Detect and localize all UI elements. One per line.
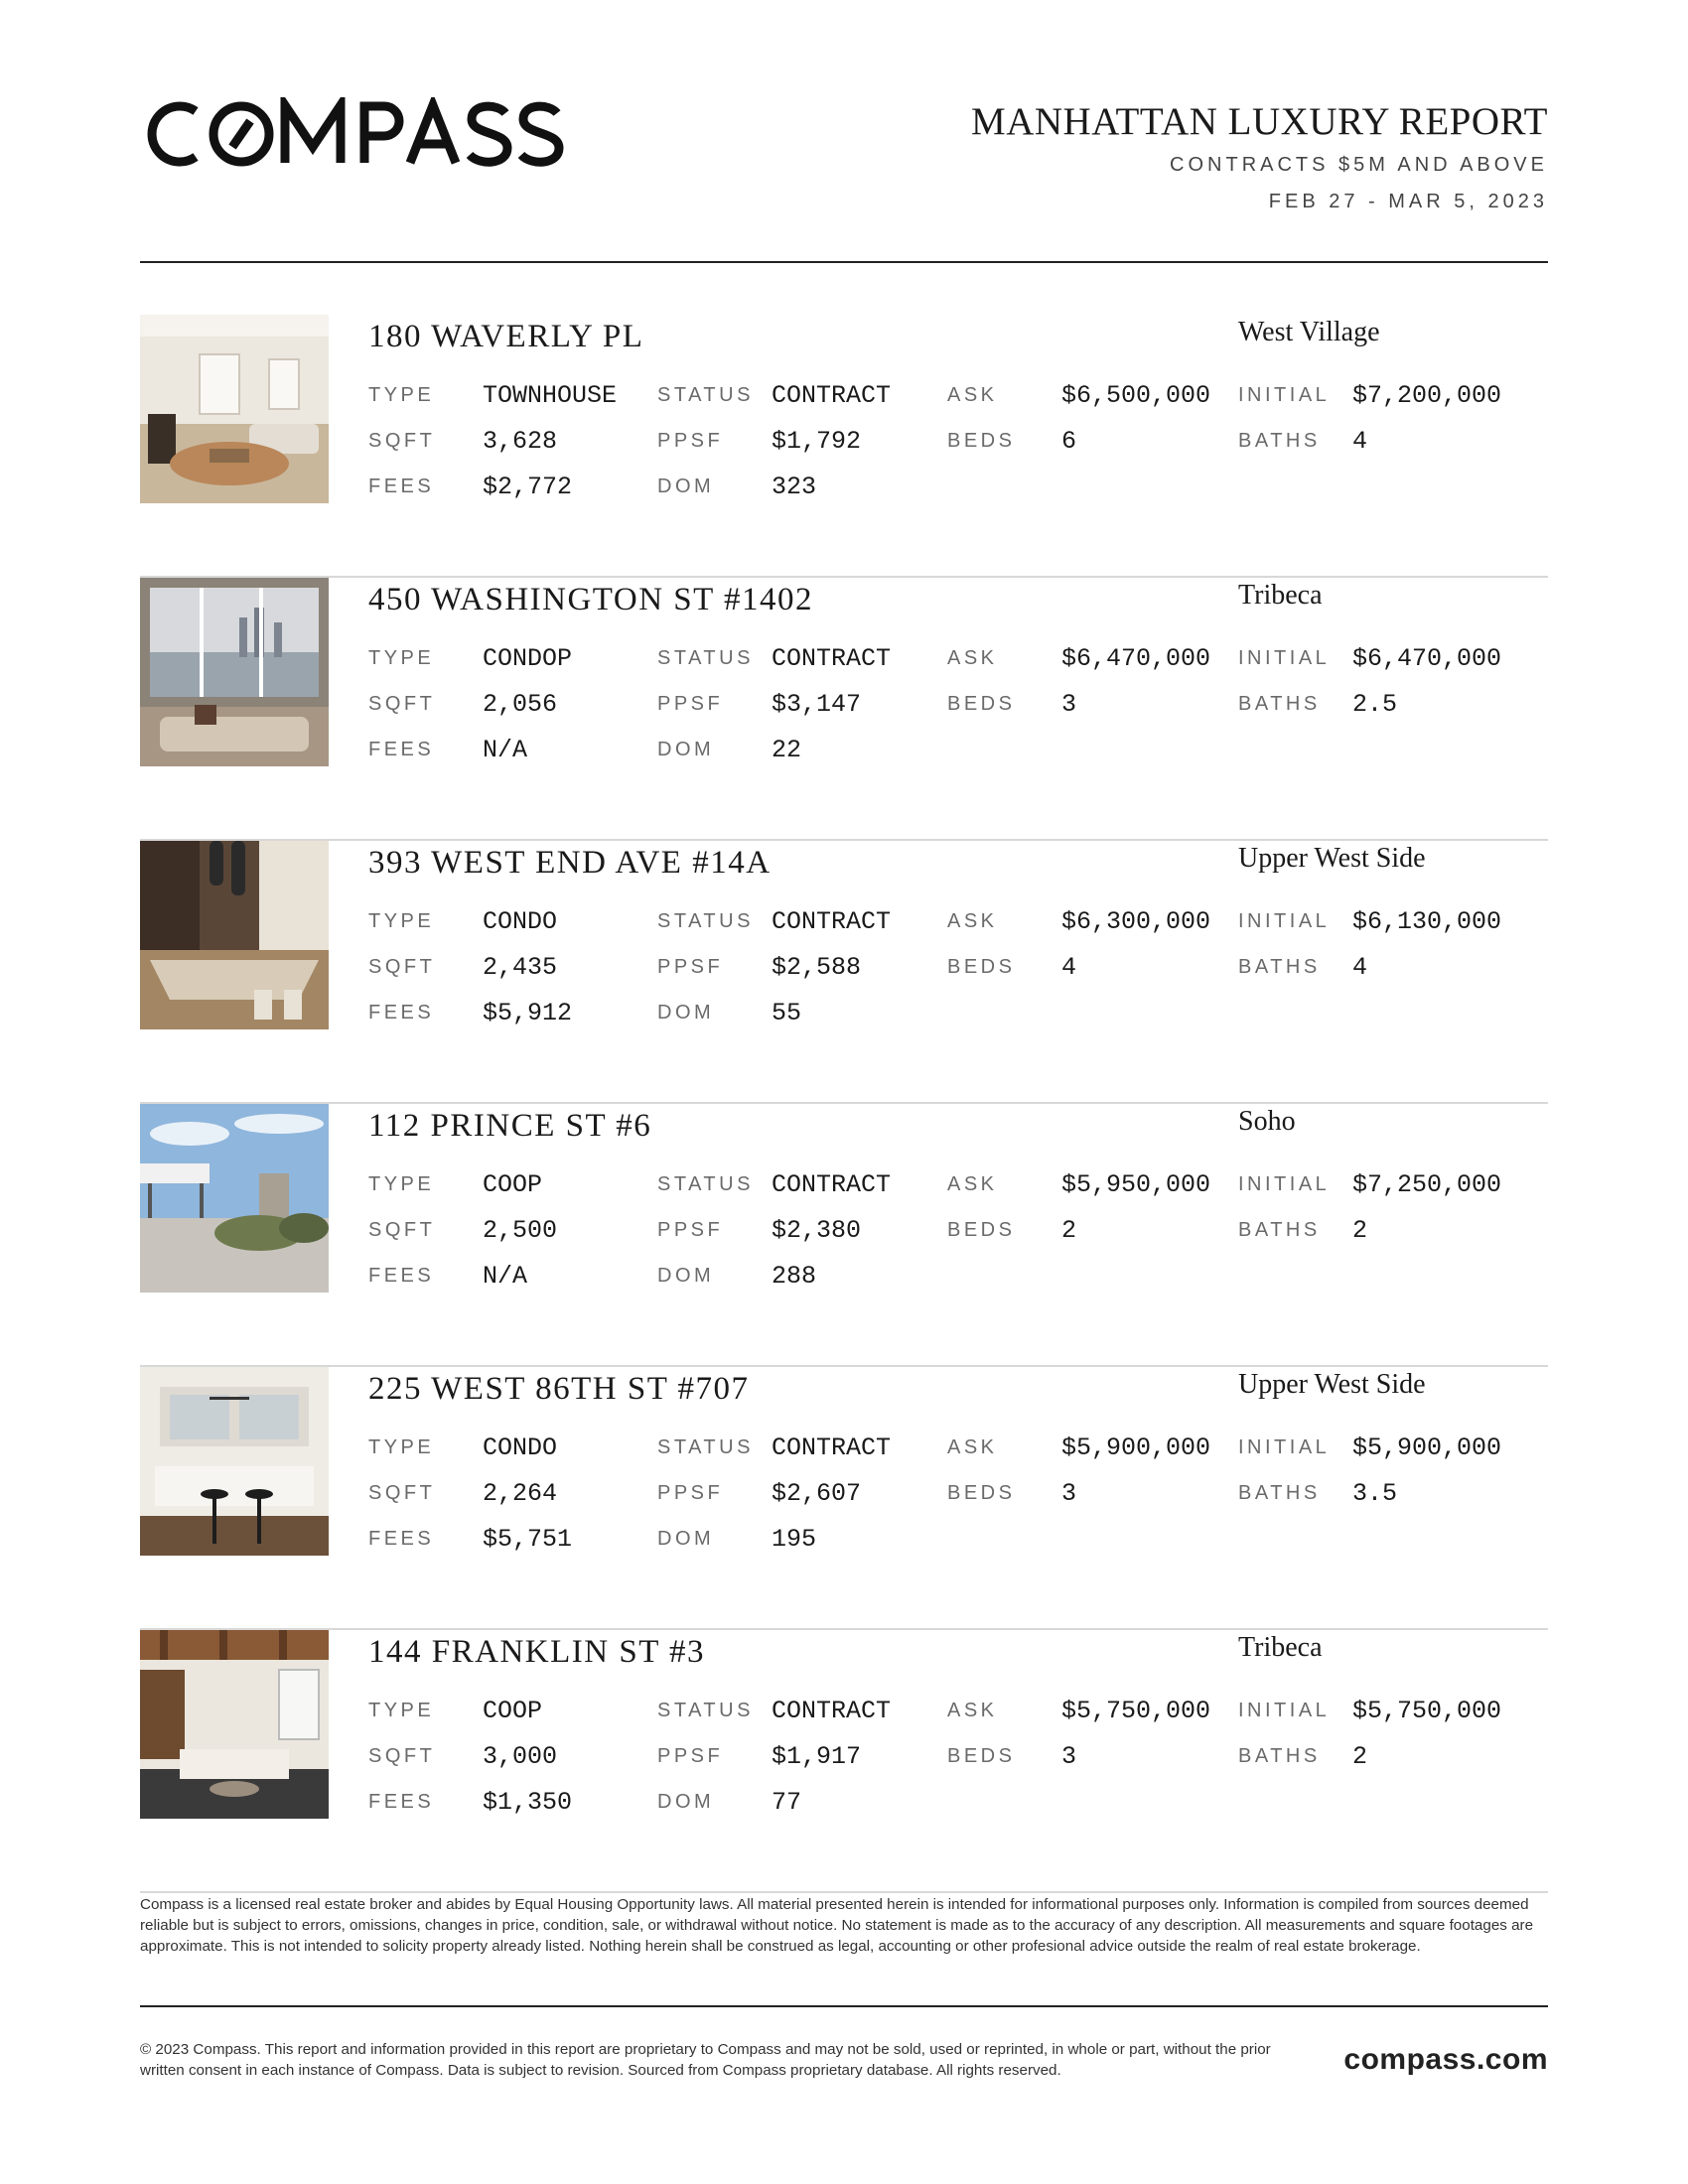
ppsf-label: PPSF (657, 1482, 724, 1504)
legal-disclaimer: Compass is a licensed real estate broker and abides by Equal Housing Opportunity laws. All material presented herein is intended for informational purposes only. Information is compiled from sources deemed reliable but is subject to errors, omissions, changes in price, condition, sale, or withdrawal without notice. No statement is made as to the accuracy of any description. All measurements and square footages are approximate. This is not intended to solicity property already listed. Nothing herein shall be construed as legal, accounting or other profesional advice outside the realm of real estate brokerage. (140, 1896, 1534, 1955)
type-value: CONDOP (483, 644, 573, 673)
fees-label: FEES (368, 739, 435, 760)
beds-label: BEDS (947, 693, 1016, 715)
kitchen-island-photo (140, 841, 329, 1029)
listing-neighborhood: Tribeca (1238, 1632, 1323, 1663)
fees-label: FEES (368, 1002, 435, 1024)
type-value: COOP (483, 1697, 543, 1725)
sqft-label: SQFT (368, 693, 436, 715)
baths-label: BATHS (1238, 956, 1321, 978)
status-value: CONTRACT (772, 1433, 892, 1462)
type-value: CONDO (483, 907, 558, 936)
ask-label: ASK (947, 1436, 998, 1458)
dom-label: DOM (657, 1791, 715, 1813)
dom-label: DOM (657, 1002, 715, 1024)
website-link[interactable]: compass.com (1343, 2043, 1548, 2076)
type-label: TYPE (368, 910, 435, 932)
ppsf-value: $1,917 (772, 1742, 862, 1771)
type-value: COOP (483, 1170, 543, 1199)
baths-label: BATHS (1238, 1219, 1321, 1241)
beds-value: 6 (1061, 427, 1077, 456)
listing-address: 225 WEST 86TH ST #707 (368, 1371, 750, 1407)
white-kitchen-photo (140, 1367, 329, 1556)
ppsf-value: $2,380 (772, 1216, 862, 1245)
fees-label: FEES (368, 1265, 435, 1287)
roof-terrace-photo (140, 1104, 329, 1293)
ppsf-value: $1,792 (772, 427, 862, 456)
header-divider (140, 261, 1548, 263)
initial-label: INITIAL (1238, 1173, 1331, 1195)
ask-label: ASK (947, 1700, 998, 1721)
beds-value: 3 (1061, 1742, 1077, 1771)
listing-neighborhood: Tribeca (1238, 580, 1323, 611)
ask-value: $6,470,000 (1061, 644, 1211, 673)
initial-label: INITIAL (1238, 1436, 1331, 1458)
type-label: TYPE (368, 1173, 435, 1195)
type-label: TYPE (368, 1700, 435, 1721)
initial-value: $6,130,000 (1352, 907, 1502, 936)
ppsf-label: PPSF (657, 1219, 724, 1241)
ppsf-label: PPSF (657, 956, 724, 978)
listing-neighborhood: Upper West Side (1238, 843, 1426, 874)
ppsf-label: PPSF (657, 693, 724, 715)
status-label: STATUS (657, 647, 754, 669)
baths-value: 2 (1352, 1216, 1368, 1245)
initial-value: $7,200,000 (1352, 381, 1502, 410)
sqft-label: SQFT (368, 1482, 436, 1504)
dom-value: 288 (772, 1262, 817, 1291)
sqft-value: 3,000 (483, 1742, 558, 1771)
ask-value: $6,300,000 (1061, 907, 1211, 936)
initial-value: $6,470,000 (1352, 644, 1502, 673)
fees-label: FEES (368, 1791, 435, 1813)
type-label: TYPE (368, 647, 435, 669)
type-label: TYPE (368, 384, 435, 406)
sqft-label: SQFT (368, 1219, 436, 1241)
dom-label: DOM (657, 739, 715, 760)
fees-value: $1,350 (483, 1788, 573, 1817)
copyright-notice: © 2023 Compass. This report and information provided in this report are proprietary to Compass and may not be sold, used or reprinted, in whole or part, without the prior written consent in each instance of Compass. Data is subject to revision. Sourced from Compass proprietary database. All rights reserved. (140, 2041, 1271, 2079)
fees-value: N/A (483, 736, 528, 764)
type-value: CONDO (483, 1433, 558, 1462)
status-label: STATUS (657, 1700, 754, 1721)
type-label: TYPE (368, 1436, 435, 1458)
river-view-photo (140, 578, 329, 766)
ask-value: $6,500,000 (1061, 381, 1211, 410)
sqft-label: SQFT (368, 1745, 436, 1767)
dom-label: DOM (657, 1528, 715, 1550)
listing-item (140, 1630, 1548, 1893)
baths-value: 4 (1352, 953, 1368, 982)
listing-neighborhood: Soho (1238, 1106, 1296, 1137)
sqft-value: 2,500 (483, 1216, 558, 1245)
listing-item (140, 841, 1548, 1104)
beds-value: 3 (1061, 690, 1077, 719)
baths-label: BATHS (1238, 1482, 1321, 1504)
report-title: MANHATTAN LUXURY REPORT (971, 100, 1548, 143)
listing-item (140, 1104, 1548, 1367)
living-room-photo (140, 315, 329, 503)
ask-label: ASK (947, 384, 998, 406)
ppsf-label: PPSF (657, 430, 724, 452)
fees-value: N/A (483, 1262, 528, 1291)
listing-neighborhood: Upper West Side (1238, 1369, 1426, 1400)
dom-label: DOM (657, 1265, 715, 1287)
report-date-range: FEB 27 - MAR 5, 2023 (1268, 191, 1548, 212)
compass-logo (140, 97, 567, 171)
type-value: TOWNHOUSE (483, 381, 618, 410)
listing-address: 112 PRINCE ST #6 (368, 1108, 652, 1144)
baths-value: 3.5 (1352, 1479, 1398, 1508)
sqft-label: SQFT (368, 430, 436, 452)
status-label: STATUS (657, 384, 754, 406)
ask-value: $5,900,000 (1061, 1433, 1211, 1462)
listing-item (140, 578, 1548, 841)
status-value: CONTRACT (772, 1170, 892, 1199)
beds-label: BEDS (947, 1482, 1016, 1504)
listing-divider (140, 1891, 1548, 1893)
ppsf-label: PPSF (657, 1745, 724, 1767)
footer-divider (140, 2005, 1548, 2007)
beds-label: BEDS (947, 1745, 1016, 1767)
report-subtitle: CONTRACTS $5M AND ABOVE (1170, 154, 1548, 176)
listing-item (140, 1367, 1548, 1630)
dom-value: 22 (772, 736, 802, 764)
sqft-value: 2,264 (483, 1479, 558, 1508)
beds-value: 4 (1061, 953, 1077, 982)
fees-value: $5,912 (483, 999, 573, 1027)
listing-item (140, 315, 1548, 578)
dom-value: 195 (772, 1525, 817, 1554)
fees-label: FEES (368, 1528, 435, 1550)
status-value: CONTRACT (772, 1697, 892, 1725)
baths-value: 2 (1352, 1742, 1368, 1771)
sqft-value: 3,628 (483, 427, 558, 456)
beds-label: BEDS (947, 1219, 1016, 1241)
initial-value: $5,750,000 (1352, 1697, 1502, 1725)
baths-label: BATHS (1238, 693, 1321, 715)
fees-label: FEES (368, 476, 435, 497)
listing-address: 144 FRANKLIN ST #3 (368, 1634, 706, 1670)
dom-value: 323 (772, 473, 817, 501)
status-value: CONTRACT (772, 644, 892, 673)
initial-label: INITIAL (1238, 910, 1331, 932)
sqft-value: 2,056 (483, 690, 558, 719)
status-value: CONTRACT (772, 907, 892, 936)
listing-address: 393 WEST END AVE #14A (368, 845, 772, 881)
baths-label: BATHS (1238, 1745, 1321, 1767)
status-label: STATUS (657, 1436, 754, 1458)
loft-living-photo (140, 1630, 329, 1819)
baths-value: 2.5 (1352, 690, 1398, 719)
ask-label: ASK (947, 1173, 998, 1195)
listing-neighborhood: West Village (1238, 317, 1380, 347)
ask-label: ASK (947, 910, 998, 932)
baths-label: BATHS (1238, 430, 1321, 452)
listing-address: 180 WAVERLY PL (368, 319, 644, 354)
ppsf-value: $2,607 (772, 1479, 862, 1508)
beds-value: 3 (1061, 1479, 1077, 1508)
status-label: STATUS (657, 1173, 754, 1195)
initial-value: $7,250,000 (1352, 1170, 1502, 1199)
status-value: CONTRACT (772, 381, 892, 410)
ppsf-value: $3,147 (772, 690, 862, 719)
initial-label: INITIAL (1238, 384, 1331, 406)
ppsf-value: $2,588 (772, 953, 862, 982)
listing-address: 450 WASHINGTON ST #1402 (368, 582, 813, 617)
ask-value: $5,950,000 (1061, 1170, 1211, 1199)
dom-label: DOM (657, 476, 715, 497)
fees-value: $2,772 (483, 473, 573, 501)
status-label: STATUS (657, 910, 754, 932)
beds-value: 2 (1061, 1216, 1077, 1245)
beds-label: BEDS (947, 430, 1016, 452)
initial-label: INITIAL (1238, 647, 1331, 669)
ask-value: $5,750,000 (1061, 1697, 1211, 1725)
initial-label: INITIAL (1238, 1700, 1331, 1721)
fees-value: $5,751 (483, 1525, 573, 1554)
ask-label: ASK (947, 647, 998, 669)
dom-value: 55 (772, 999, 802, 1027)
baths-value: 4 (1352, 427, 1368, 456)
beds-label: BEDS (947, 956, 1016, 978)
dom-value: 77 (772, 1788, 802, 1817)
initial-value: $5,900,000 (1352, 1433, 1502, 1462)
listings-list (140, 315, 1548, 1893)
sqft-label: SQFT (368, 956, 436, 978)
sqft-value: 2,435 (483, 953, 558, 982)
